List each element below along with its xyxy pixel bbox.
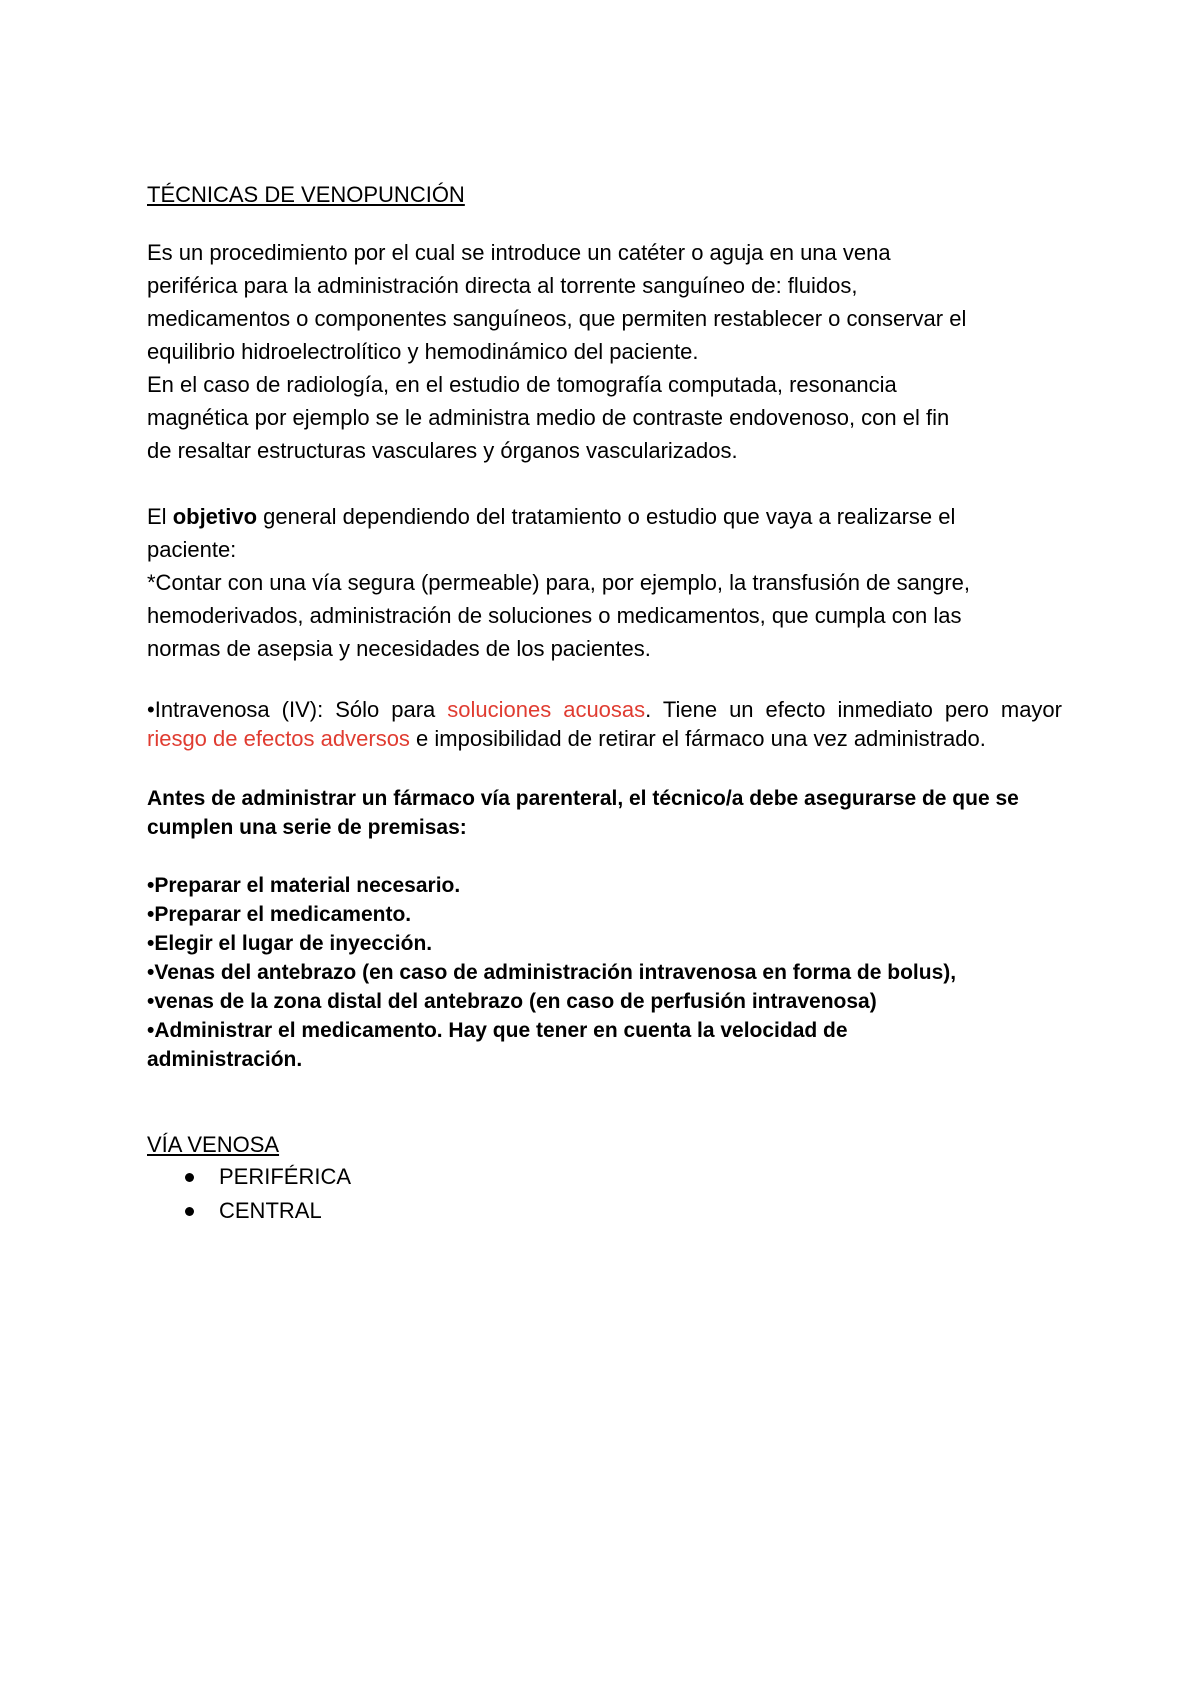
intravenosa-text: . Tiene un efecto inmediato pero mayor — [645, 697, 1062, 722]
intravenosa-highlight: riesgo de efectos adversos — [147, 726, 410, 751]
objective-prefix: El — [147, 504, 173, 529]
objective-line: paciente: — [147, 537, 237, 562]
intro-line: de resaltar estructuras vasculares y órganos vascularizados. — [147, 438, 738, 463]
intro-line: Es un procedimiento por el cual se introduce un catéter o aguja en una vena — [147, 240, 891, 265]
premisa-item: •venas de la zona distal del antebrazo (en caso de perfusión intravenosa) — [147, 990, 877, 1013]
intravenosa-highlight: soluciones acuosas — [447, 697, 646, 722]
via-venosa-item-label: PERIFÉRICA — [219, 1164, 352, 1189]
intravenosa-text: e imposibilidad de retirar el fármaco una vez administrado. — [409, 726, 986, 751]
premisa-item: •Preparar el medicamento. — [147, 903, 412, 926]
document-title: TÉCNICAS DE VENOPUNCIÓN — [147, 182, 465, 207]
premisa-item: •Venas del antebrazo (en caso de administración intravenosa en forma de bolus), — [147, 961, 957, 984]
intro-line: magnética por ejemplo se le administra medio de contraste endovenoso, con el fin — [147, 405, 950, 430]
objective-line: normas de asepsia y necesidades de los pacientes. — [147, 636, 651, 661]
intro-line: equilibrio hidroelectrolítico y hemodinámico del paciente. — [147, 339, 699, 364]
objective-line: hemoderivados, administración de soluciones o medicamentos, que cumpla con las — [147, 603, 962, 628]
via-venosa-list — [147, 1160, 1062, 1228]
bullet-dot-icon — [185, 1173, 194, 1182]
objective-paragraph — [147, 500, 1062, 665]
intro-line: medicamentos o componentes sanguíneos, que permiten restablecer o conservar el — [147, 306, 967, 331]
objective-line: *Contar con una vía segura (permeable) para, por ejemplo, la transfusión de sangre, — [147, 570, 971, 595]
premisa-item: •Elegir el lugar de inyección. — [147, 932, 433, 955]
objective-line — [147, 500, 1062, 533]
intro-line: periférica para la administración directa al torrente sanguíneo de: fluidos, — [147, 273, 858, 298]
bullet-dot-icon — [185, 1207, 194, 1216]
via-venosa-title: VÍA VENOSA — [147, 1132, 280, 1157]
premisas-list — [147, 871, 1062, 1074]
intro-paragraph — [147, 236, 1062, 467]
premisa-item: •Administrar el medicamento. Hay que tener en cuenta la velocidad de administración. — [147, 1019, 848, 1071]
via-venosa-item — [147, 1160, 1062, 1194]
document-page — [147, 180, 1062, 1228]
via-venosa-item-label: CENTRAL — [219, 1198, 322, 1223]
intravenosa-text: •Intravenosa (IV): Sólo para — [147, 697, 448, 722]
premisa-item: •Preparar el material necesario. — [147, 874, 461, 897]
objective-bold-word: objetivo — [172, 504, 258, 529]
premisas-heading: Antes de administrar un fármaco vía parenteral, el técnico/a debe asegurarse de que se cumplen una serie de premisas: — [147, 787, 1019, 839]
via-venosa-item — [147, 1194, 1062, 1228]
intravenosa-paragraph — [147, 695, 1062, 753]
intro-line: En el caso de radiología, en el estudio de tomografía computada, resonancia — [147, 372, 897, 397]
objective-line1-rest: general dependiendo del tratamiento o estudio que vaya a realizarse el — [257, 504, 956, 529]
